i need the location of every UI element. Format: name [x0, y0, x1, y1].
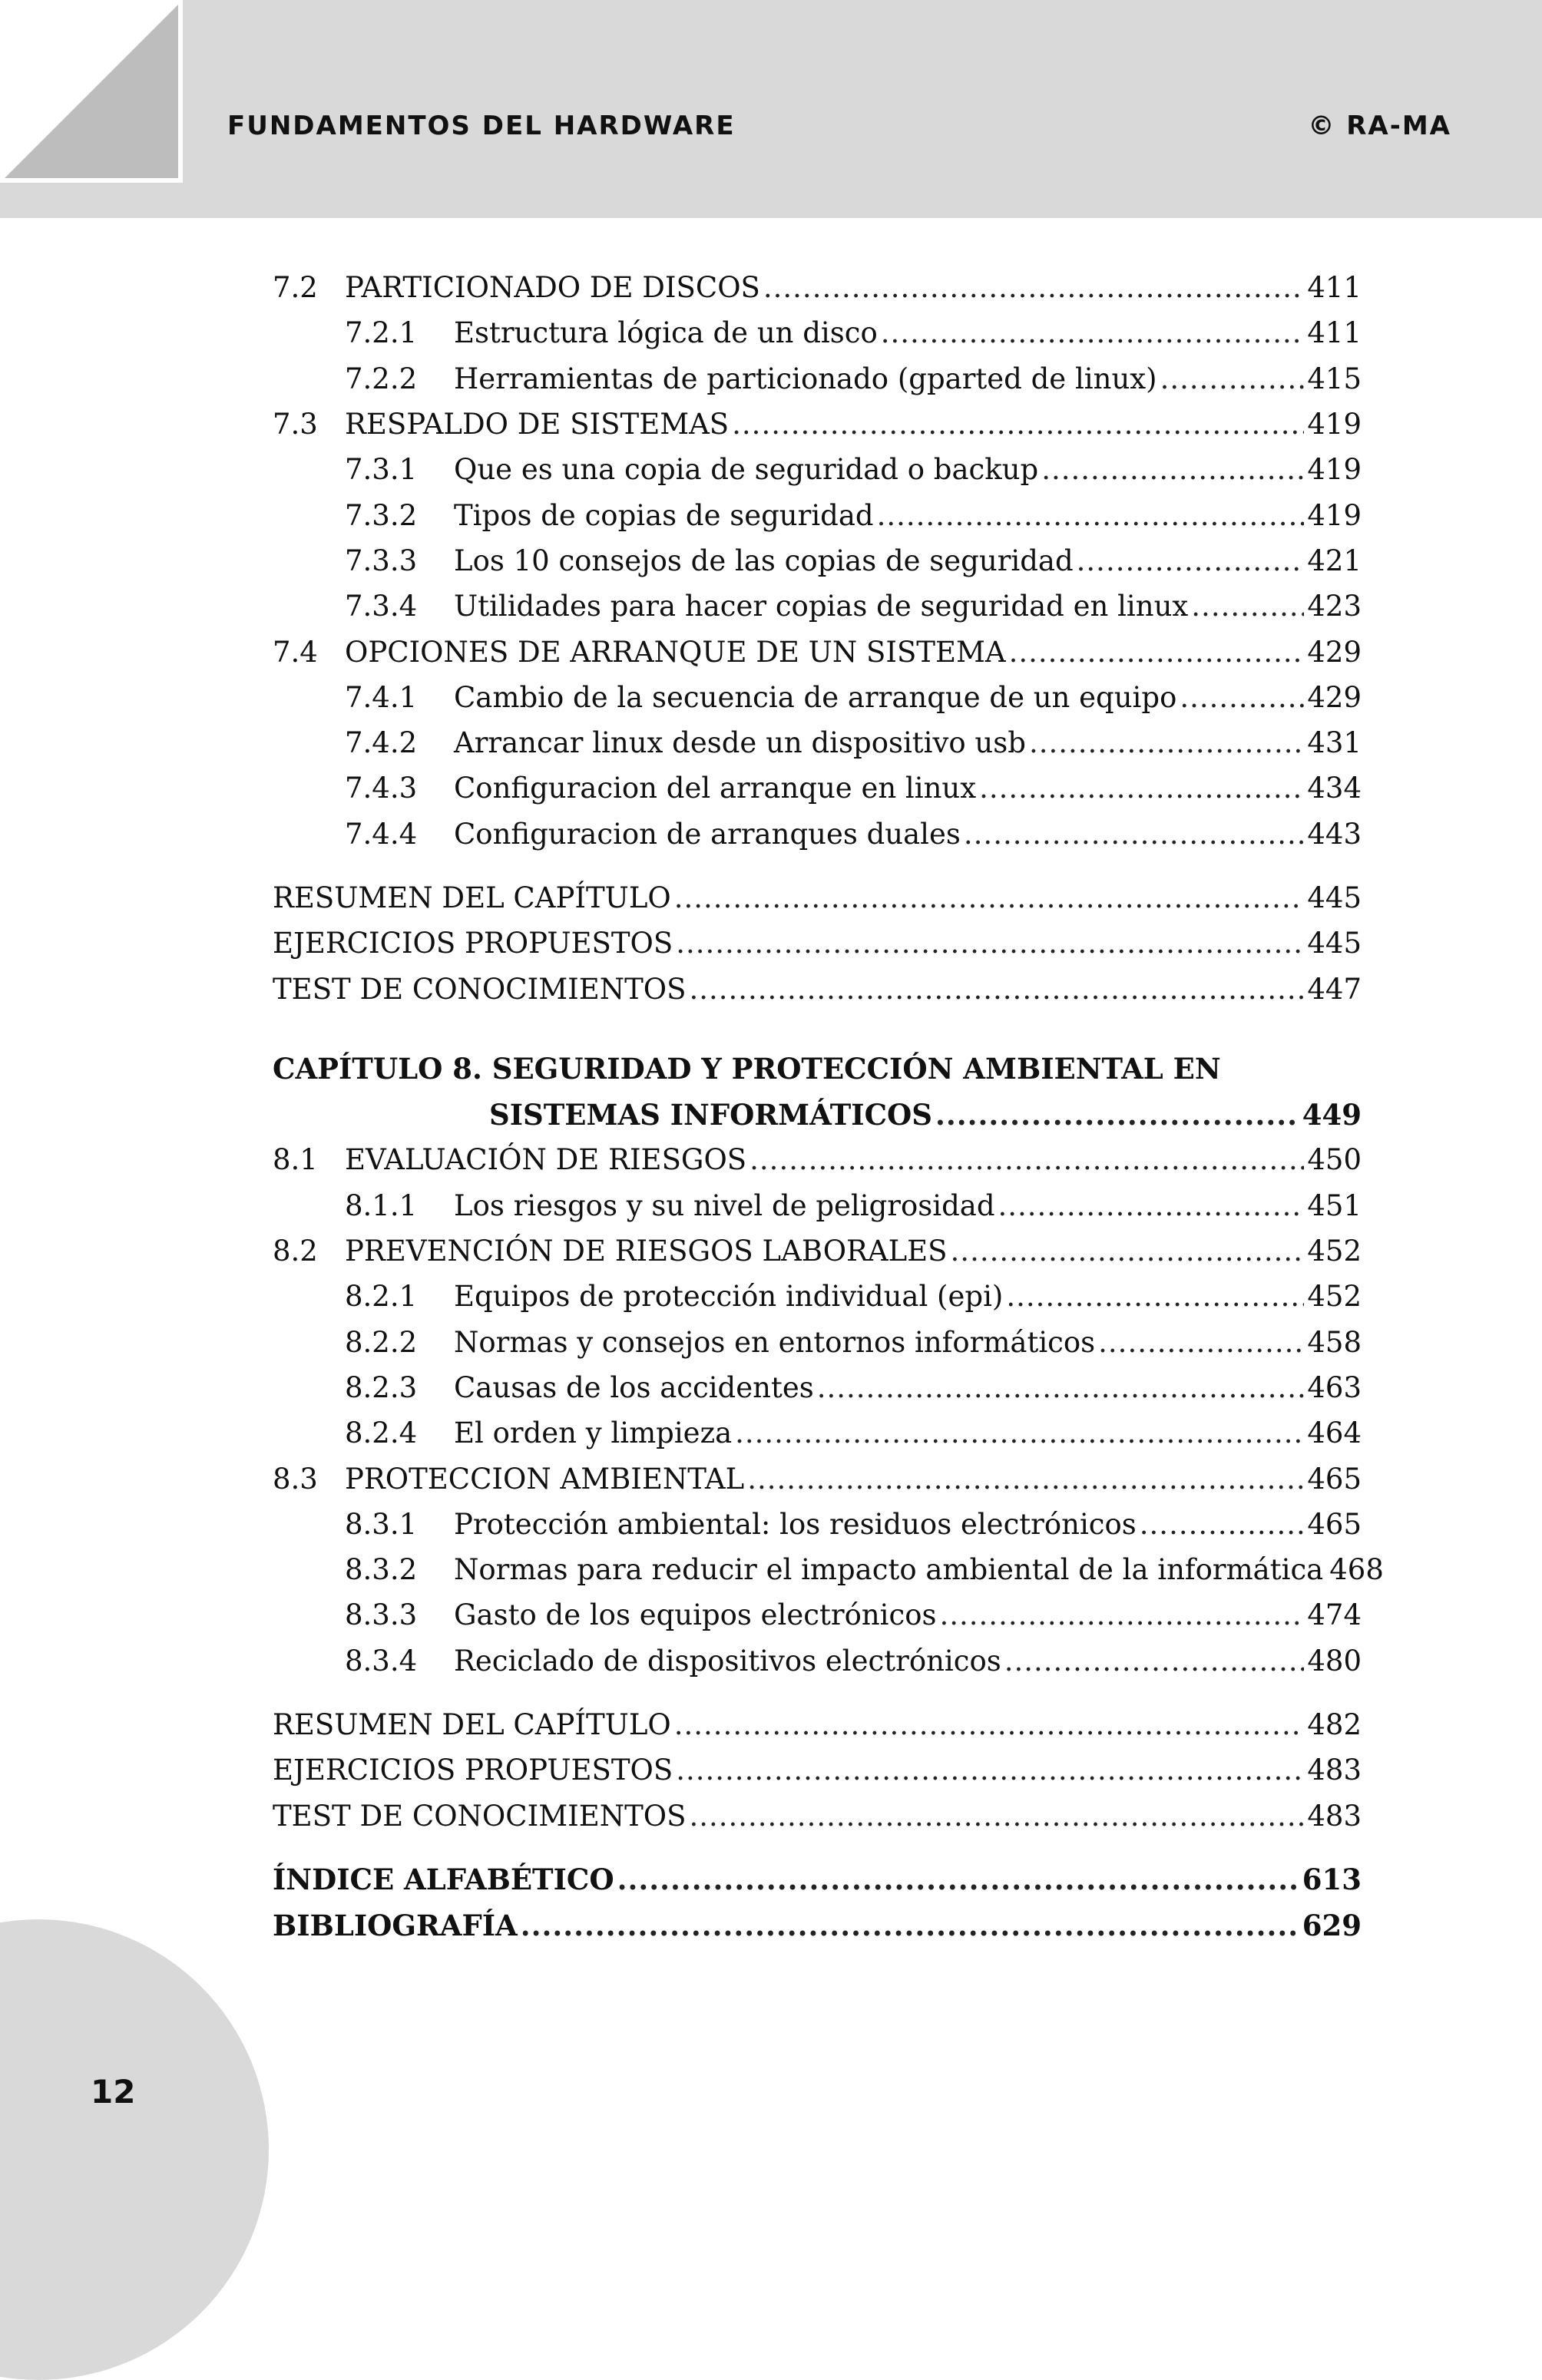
toc-entry-number: 7.3.3	[345, 544, 418, 577]
toc-entry-page: 434	[1307, 772, 1362, 805]
toc-entry-number: 7.2	[273, 271, 318, 305]
toc-entry-number: 8.3	[273, 1462, 318, 1496]
toc-entry-subsection[interactable]	[273, 1320, 1362, 1365]
leader-dots	[1029, 726, 1304, 759]
leader-dots	[732, 408, 1304, 441]
toc-entry-number: 7.4.1	[345, 680, 418, 714]
toc-entry-section[interactable]	[273, 629, 1362, 674]
leader-dots	[1077, 544, 1305, 577]
toc-entry-title: Arrancar linux desde un dispositivo usb	[454, 726, 1026, 760]
leader-dots	[940, 1598, 1305, 1631]
leader-dots	[877, 499, 1305, 532]
toc-entry-title: Protección ambiental: los residuos electrónicos	[454, 1507, 1137, 1541]
spacer	[273, 1684, 1362, 1702]
corner-tab	[0, 0, 183, 183]
page-number: 12	[91, 2073, 136, 2111]
toc-entry-page: 445	[1307, 881, 1362, 914]
toc-entry-ejercicios[interactable]	[273, 1747, 1362, 1793]
toc-entry-title: Configuracion del arranque en linux	[454, 772, 977, 805]
leader-dots	[1140, 1508, 1305, 1541]
toc-entry-page: 419	[1307, 498, 1362, 532]
leader-dots	[1004, 1645, 1305, 1678]
toc-entry-page: 464	[1307, 1416, 1362, 1450]
toc-entry-resumen[interactable]	[273, 875, 1362, 921]
toc-entry-section[interactable]	[273, 1456, 1362, 1501]
leader-dots	[689, 1800, 1304, 1833]
leader-dots	[964, 818, 1304, 851]
header-band	[0, 0, 1542, 218]
toc-entry-page: 451	[1307, 1188, 1362, 1222]
toc-entry-title: PROTECCION AMBIENTAL	[345, 1462, 745, 1496]
leader-dots	[617, 1863, 1299, 1896]
toc-entry-section[interactable]	[273, 1137, 1362, 1182]
toc-entry-title: TEST DE CONOCIMIENTOS	[273, 1799, 687, 1833]
toc-entry-title: Los riesgos y su nivel de peligrosidad	[454, 1188, 995, 1222]
leader-dots	[881, 316, 1305, 349]
toc-entry-page: 458	[1307, 1325, 1362, 1359]
toc-entry-title: Normas y consejos en entornos informáticos	[454, 1325, 1096, 1359]
toc-entry-page: 447	[1307, 972, 1362, 1006]
toc-entry-title: Herramientas de particionado (gparted de linux)	[454, 362, 1157, 395]
toc-entry-page: 483	[1307, 1754, 1362, 1787]
leader-dots	[951, 1235, 1305, 1268]
spacer	[273, 1012, 1362, 1046]
toc-entry-subsection[interactable]	[273, 675, 1362, 720]
toc-entry-number: 8.2.4	[345, 1416, 418, 1450]
toc-entry-subsection[interactable]	[273, 447, 1362, 492]
toc-entry-bibliography[interactable]	[273, 1902, 1362, 1948]
toc-entry-index[interactable]	[273, 1857, 1362, 1902]
leader-dots	[1191, 590, 1304, 623]
leader-dots	[817, 1371, 1305, 1404]
toc-entry-resumen[interactable]	[273, 1702, 1362, 1747]
leader-dots	[1009, 636, 1305, 669]
toc-entry-subsection[interactable]	[273, 583, 1362, 629]
toc-entry-page: 629	[1302, 1908, 1362, 1942]
toc-entry-title: ÍNDICE ALFABÉTICO	[273, 1863, 614, 1897]
toc-entry-subsection[interactable]	[273, 1502, 1362, 1547]
toc-entry-subsection[interactable]	[273, 492, 1362, 537]
toc-entry-page: 429	[1307, 680, 1362, 714]
spacer	[273, 857, 1362, 875]
toc-entry-number: 8.3.3	[345, 1598, 418, 1632]
toc-entry-section[interactable]	[273, 1228, 1362, 1274]
toc-entry-page: 443	[1307, 817, 1362, 851]
toc-entry-number: 7.4.2	[345, 726, 418, 760]
leader-dots	[1006, 1280, 1304, 1313]
toc-entry-subsection[interactable]	[273, 1638, 1362, 1684]
leader-dots	[1160, 362, 1305, 395]
toc-entry-page: 482	[1307, 1708, 1362, 1742]
toc-entry-subsection[interactable]	[273, 1274, 1362, 1319]
leader-dots	[763, 271, 1304, 304]
leader-dots	[1180, 681, 1304, 714]
toc-entry-title: TEST DE CONOCIMIENTOS	[273, 972, 687, 1006]
leader-dots	[747, 1463, 1304, 1496]
toc-entry-page: 452	[1307, 1235, 1362, 1268]
toc-entry-test[interactable]	[273, 1793, 1362, 1839]
toc-entry-page: 419	[1307, 408, 1362, 441]
toc-entry-subsection[interactable]	[273, 1592, 1362, 1638]
toc-entry-subsection[interactable]	[273, 356, 1362, 402]
toc-entry-title: Equipos de protección individual (epi)	[454, 1280, 1004, 1314]
leader-dots	[676, 1754, 1304, 1787]
toc-entry-page: 463	[1307, 1370, 1362, 1404]
toc-entry-page: 450	[1307, 1143, 1362, 1177]
toc-entry-number: 7.3.1	[345, 453, 418, 487]
toc-entry-title: Cambio de la secuencia de arranque de un equipo	[454, 680, 1177, 714]
toc-entry-subsection[interactable]	[273, 812, 1362, 857]
toc-entry-number: 7.2.1	[345, 316, 418, 350]
toc-entry-title: Configuracion de arranques duales	[454, 817, 961, 851]
toc-entry-number: 8.3.2	[345, 1553, 418, 1587]
leader-dots	[735, 1416, 1304, 1449]
toc-entry-title: PARTICIONADO DE DISCOS	[345, 271, 760, 305]
toc-entry-number: 8.2.3	[345, 1370, 418, 1404]
toc-entry-title: Que es una copia de seguridad o backup	[454, 453, 1039, 487]
toc-entry-subsection[interactable]	[273, 1365, 1362, 1410]
toc-entry-number: 7.4.3	[345, 772, 418, 805]
leader-dots	[674, 1708, 1305, 1741]
toc-entry-title: OPCIONES DE ARRANQUE DE UN SISTEMA	[345, 635, 1006, 669]
toc-entry-page: 415	[1307, 362, 1362, 395]
toc-entry-subsection[interactable]	[273, 1410, 1362, 1456]
toc-entry-number: 7.3	[273, 408, 318, 441]
leader-dots	[1041, 453, 1304, 486]
toc-entry-title: PREVENCIÓN DE RIESGOS LABORALES	[345, 1235, 948, 1268]
toc-entry-title: Estructura lógica de un disco	[454, 316, 878, 350]
toc-entry-number: 8.2.1	[345, 1280, 418, 1314]
leader-dots	[935, 1098, 1299, 1132]
toc-entry-number: 7.2.2	[345, 362, 418, 395]
toc-entry-title: BIBLIOGRAFÍA	[273, 1908, 518, 1942]
toc-entry-title: RESPALDO DE SISTEMAS	[345, 408, 730, 441]
toc-entry-subsection[interactable]	[273, 538, 1362, 583]
leader-dots	[521, 1909, 1299, 1942]
leader-dots	[689, 973, 1304, 1006]
toc-entry-page: 468	[1329, 1553, 1384, 1587]
toc-entry-subsection[interactable]	[273, 765, 1362, 811]
toc-entry-page: 419	[1307, 453, 1362, 487]
toc-entry-title: EJERCICIOS PROPUESTOS	[273, 927, 673, 960]
toc-entry-page: 613	[1302, 1863, 1362, 1897]
toc-entry-title: Tipos de copias de seguridad	[454, 498, 874, 532]
toc-entry-number: 8.3.4	[345, 1644, 418, 1678]
toc-entry-title: Utilidades para hacer copias de seguridad en linux	[454, 590, 1189, 623]
toc-entry-number: 8.1	[273, 1143, 318, 1177]
leader-dots	[979, 772, 1304, 805]
toc-entry-page: 452	[1307, 1280, 1362, 1314]
toc-entry-page: 465	[1307, 1462, 1362, 1496]
toc-entry-title: Normas para reducir el impacto ambiental de la informática	[454, 1553, 1324, 1587]
toc-entry-title: EVALUACIÓN DE RIESGOS	[345, 1143, 747, 1177]
toc-entry-page: 411	[1307, 316, 1362, 350]
toc-entry-page: 445	[1307, 927, 1362, 960]
chapter-heading[interactable]	[273, 1046, 1362, 1092]
toc-entry-page: 483	[1307, 1799, 1362, 1833]
toc-entry-number: 8.2.2	[345, 1325, 418, 1359]
leader-dots	[998, 1189, 1305, 1222]
chapter-heading-continuation[interactable]	[273, 1092, 1362, 1137]
toc-entry-title: Causas de los accidentes	[454, 1370, 814, 1404]
toc-entry-page: 421	[1307, 544, 1362, 577]
table-of-contents	[273, 265, 1384, 1948]
toc-entry-number: 7.3.4	[345, 590, 418, 623]
toc-entry-subsection[interactable]	[273, 310, 1362, 355]
toc-entry-page: 480	[1307, 1644, 1362, 1678]
toc-entry-ejercicios[interactable]	[273, 921, 1362, 966]
publisher-mark: © RA-MA	[1308, 111, 1451, 141]
toc-entry-title: El orden y limpieza	[454, 1416, 733, 1450]
running-title: FUNDAMENTOS DEL HARDWARE	[227, 111, 736, 141]
leader-dots	[674, 881, 1305, 914]
toc-entry-page: 431	[1307, 726, 1362, 760]
corner-triangle-icon	[0, 0, 183, 183]
toc-entry-title: Reciclado de dispositivos electrónicos	[454, 1644, 1001, 1678]
toc-entry-title: EJERCICIOS PROPUESTOS	[273, 1754, 673, 1787]
toc-entry-title: Los 10 consejos de las copias de seguridad	[454, 544, 1074, 577]
toc-entry-number: 7.4.4	[345, 817, 418, 851]
toc-entry-subsection[interactable]	[273, 720, 1362, 765]
toc-entry-title: Gasto de los equipos electrónicos	[454, 1598, 937, 1632]
toc-entry-title: RESUMEN DEL CAPÍTULO	[273, 881, 671, 914]
leader-dots	[749, 1143, 1304, 1176]
toc-entry-number: 7.4	[273, 635, 318, 669]
toc-entry-page: 474	[1307, 1598, 1362, 1632]
leader-dots	[676, 927, 1304, 960]
chapter-title-line1: CAPÍTULO 8. SEGURIDAD Y PROTECCIÓN AMBIENTAL EN	[273, 1052, 1221, 1086]
toc-entry-test[interactable]	[273, 966, 1362, 1011]
toc-entry-page: 465	[1307, 1507, 1362, 1541]
toc-entry-page: 411	[1307, 271, 1362, 305]
leader-dots	[1098, 1326, 1304, 1359]
toc-entry-number: 8.2	[273, 1235, 318, 1268]
toc-entry-page: 429	[1307, 635, 1362, 669]
toc-entry-section[interactable]	[273, 265, 1362, 310]
toc-entry-page: 423	[1307, 590, 1362, 623]
toc-entry-number: 7.3.2	[345, 498, 418, 532]
spacer	[273, 1839, 1362, 1857]
page-number-circle	[0, 1919, 269, 2380]
toc-entry-number: 8.1.1	[345, 1188, 418, 1222]
toc-entry-section[interactable]	[273, 402, 1362, 447]
toc-entry-subsection[interactable]	[273, 1547, 1384, 1592]
chapter-title-line2: SISTEMAS INFORMÁTICOS	[489, 1097, 933, 1132]
toc-entry-number: 8.3.1	[345, 1507, 418, 1541]
toc-entry-title: RESUMEN DEL CAPÍTULO	[273, 1708, 671, 1742]
toc-entry-subsection[interactable]	[273, 1183, 1362, 1228]
chapter-page: 449	[1302, 1097, 1362, 1132]
